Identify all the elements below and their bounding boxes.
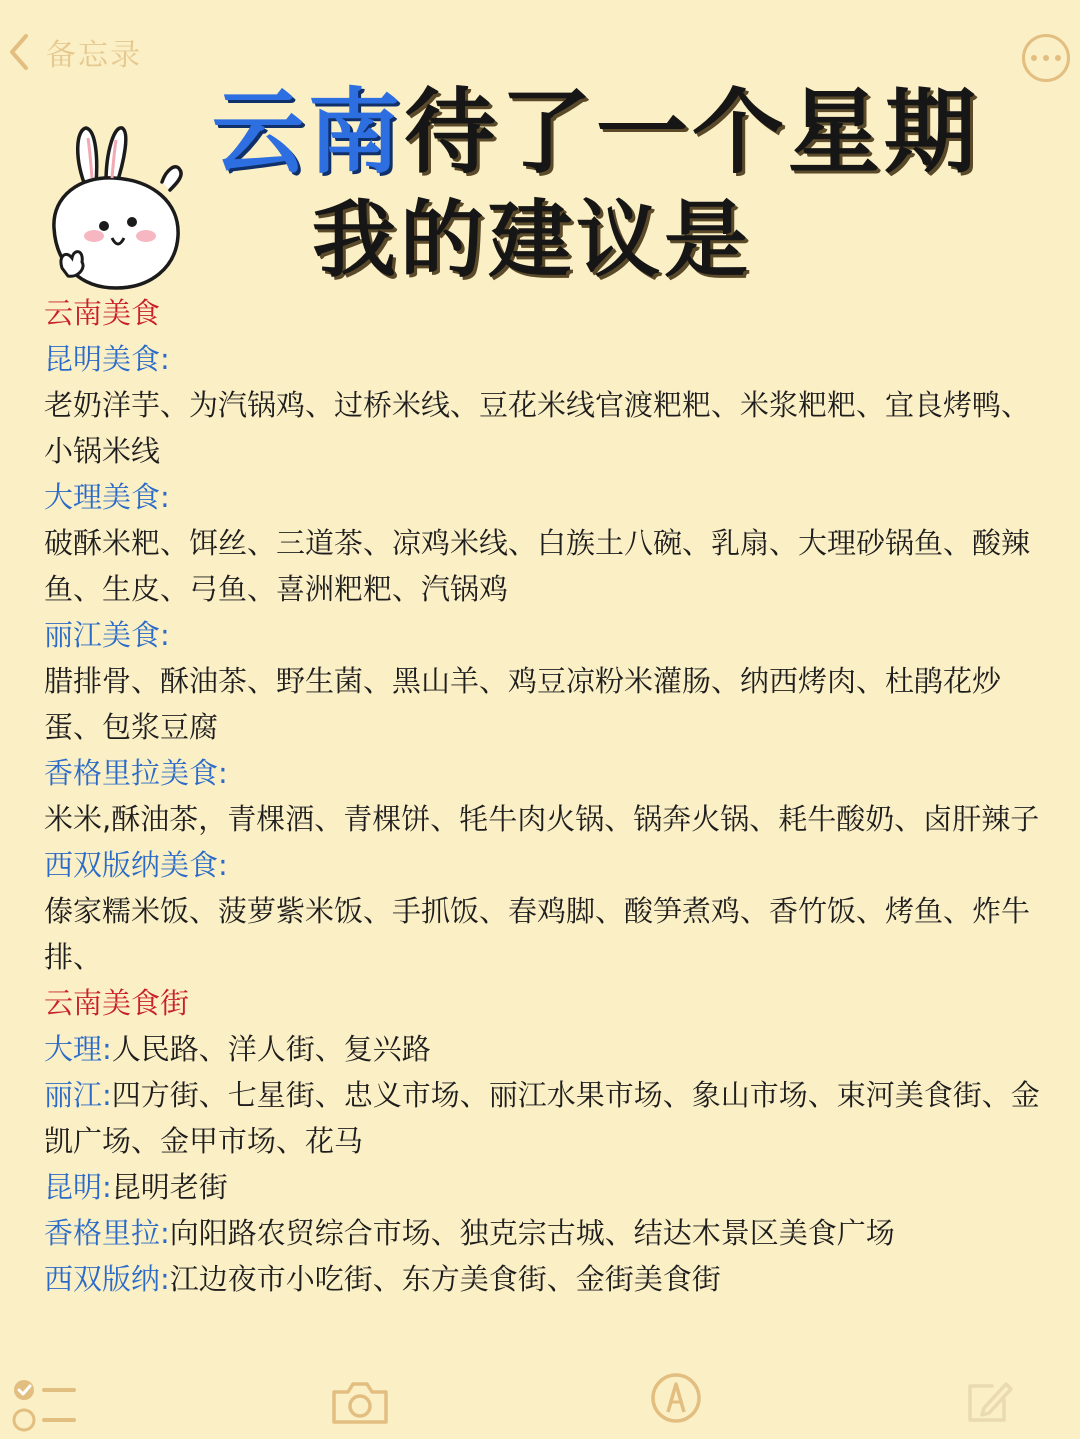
xishuangbanna-food-text: 傣家糯米饭、菠萝紫米饭、手抓饭、春鸡脚、酸笋煮鸡、香竹饭、烤鱼、炸牛排、 <box>44 894 1031 974</box>
ellipsis-circle-icon[interactable] <box>1022 34 1070 82</box>
markup-pen-icon[interactable] <box>650 1372 702 1424</box>
shangrila-food-label: 香格里拉美食: <box>44 756 228 790</box>
street-item <box>44 1164 1040 1210</box>
back-button[interactable] <box>6 30 142 74</box>
street-item <box>44 1072 1040 1164</box>
title-rest: 待了一个星期 <box>404 78 981 186</box>
kunming-food-text: 老奶洋芋、为汽锅鸡、过桥米线、豆花米线官渡粑粑、米浆粑粑、宜良烤鸭、小锅米线 <box>44 388 1031 468</box>
street-text: 向阳路农贸综合市场、独克宗古城、结达木景区美食广场 <box>169 1216 895 1250</box>
street-text: 四方街、七星街、忠义市场、丽江水果市场、象山市场、束河美食街、金凯广场、金甲市场、花马 <box>44 1078 1040 1158</box>
street-text: 人民路、洋人街、复兴路 <box>111 1032 431 1066</box>
dali-food-text: 破酥米粑、饵丝、三道茶、凉鸡米线、白族土八碗、乳扇、大理砂锅鱼、酸辣鱼、生皮、弓鱼、喜洲粑粑、汽锅鸡 <box>44 526 1031 606</box>
street-item <box>44 1026 1040 1072</box>
page-subtitle: 我的建议是 <box>312 190 753 289</box>
street-text: 江边夜市小吃街、东方美食街、金街美食街 <box>169 1262 721 1296</box>
street-label: 大理: <box>44 1032 112 1066</box>
lijiang-food-label: 丽江美食: <box>44 618 170 652</box>
chevron-left-icon <box>6 32 32 72</box>
street-item <box>44 1256 1040 1302</box>
food-section-heading: 云南美食 <box>44 296 161 330</box>
bottom-toolbar <box>0 1370 1080 1439</box>
dali-food-label: 大理美食: <box>44 480 170 514</box>
note-body[interactable] <box>44 290 1040 1302</box>
xishuangbanna-food-label: 西双版纳美食: <box>44 848 228 882</box>
page-title <box>212 78 981 186</box>
title-accent: 云南 <box>212 78 405 186</box>
street-label: 丽江: <box>44 1078 112 1112</box>
kunming-food-label: 昆明美食: <box>44 342 170 376</box>
street-label: 昆明: <box>44 1170 112 1204</box>
street-text: 昆明老街 <box>111 1170 228 1204</box>
camera-icon[interactable] <box>330 1378 390 1426</box>
back-label: 备忘录 <box>46 38 142 73</box>
bunny-mascot-icon <box>34 118 194 298</box>
compose-icon[interactable] <box>964 1376 1016 1424</box>
street-label: 西双版纳: <box>44 1262 170 1296</box>
lijiang-food-text: 腊排骨、酥油茶、野生菌、黑山羊、鸡豆凉粉米灌肠、纳西烤肉、杜鹃花炒蛋、包浆豆腐 <box>44 664 1002 744</box>
street-label: 香格里拉: <box>44 1216 170 1250</box>
checklist-icon[interactable] <box>10 1374 80 1434</box>
street-item <box>44 1210 1040 1256</box>
street-section-heading: 云南美食街 <box>44 986 190 1020</box>
shangrila-food-text: 米米,酥油茶，青棵酒、青棵饼、牦牛肉火锅、锅奔火锅、耗牛酸奶、卤肝辣子 <box>44 802 1040 836</box>
